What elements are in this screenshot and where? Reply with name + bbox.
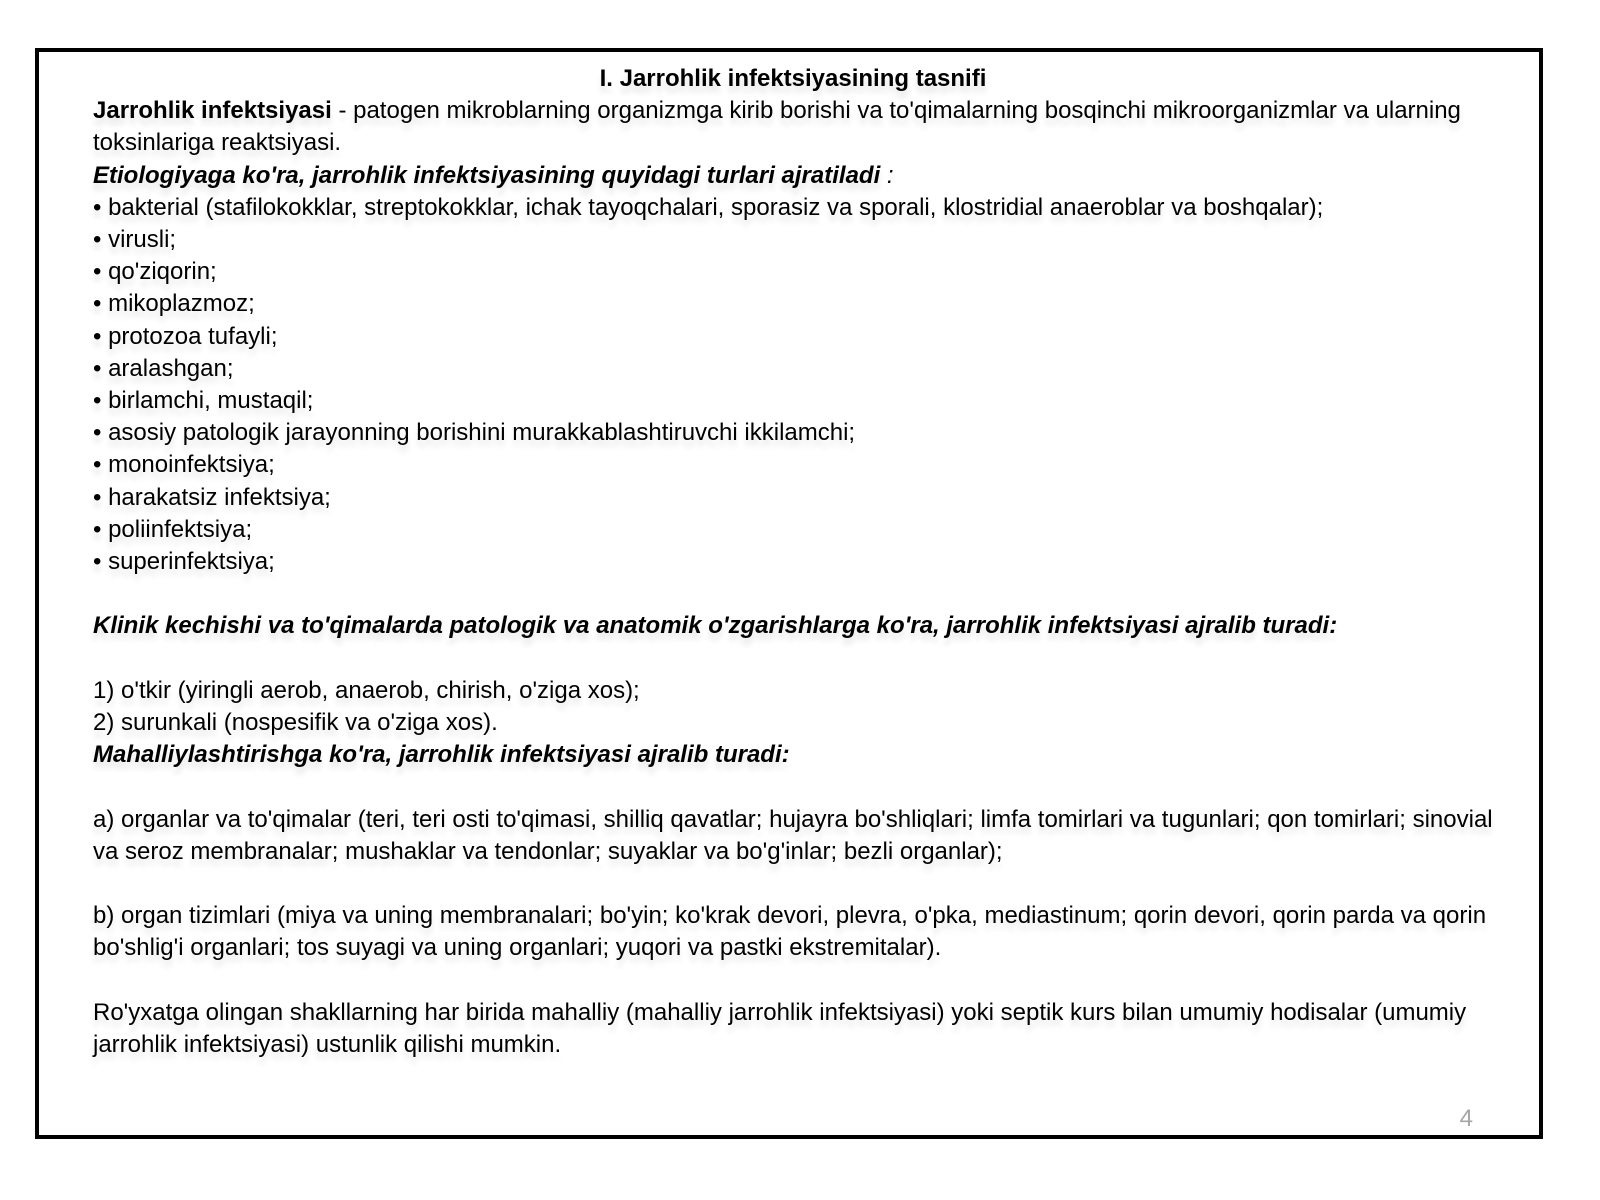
- list-item: • harakatsiz infektsiya;: [93, 483, 331, 511]
- spacer: [93, 771, 1493, 803]
- list-item: • protozoa tufayli;: [93, 322, 278, 350]
- list-item: • qo'ziqorin;: [93, 258, 217, 286]
- localization-heading: Mahalliylashtirishga ko'ra, jarrohlik infektsiyasi ajralib turadi:: [93, 741, 790, 769]
- spacer: [93, 643, 1493, 675]
- localization-item-a: a) organlar va to'qimalar (teri, teri osti to'qimasi, shilliq qavatlar; hujayra bo'shliqlari; limfa tomirlari va tugunlari; qon tomirlari; sinovial va seroz membranalar; mushaklar va tendonlar; suyaklar va bo'g'inlar; bezli organlar);: [93, 805, 1493, 865]
- spacer: [93, 965, 1493, 997]
- localization-item-b: b) organ tizimlari (miya va uning membranalari; bo'yin; ko'krak devori, plevra, o'pka, mediastinum; qorin devori, qorin parda va qorin bo'shlig'i organlari; tos suyagi va uning organlari; yuqori va pastki ekstremitalar).: [93, 902, 1487, 962]
- list-item: • poliinfektsiya;: [93, 515, 253, 543]
- clinical-heading: Klinik kechishi va to'qimalarda patologik va anatomik o'zgarishlarga ko'ra, jarrohlik infektsiyasi ajralib turadi:: [93, 612, 1338, 640]
- list-item: • aralashgan;: [93, 354, 234, 382]
- list-item: 1) o'tkir (yiringli aerob, anaerob, chirish, o'ziga xos);: [93, 676, 640, 704]
- list-item: • monoinfektsiya;: [93, 451, 275, 479]
- slide-content: [93, 63, 1493, 1061]
- list-item: • mikoplazmoz;: [93, 290, 255, 318]
- list-item: • bakterial (stafilokokklar, streptokokklar, ichak tayoqchalari, sporasiz va sporali, klostridial anaeroblar va boshqalar);: [93, 193, 1324, 221]
- list-item: 2) surunkali (nospesifik va o'ziga xos).: [93, 709, 498, 737]
- page-number: 4: [1459, 1105, 1473, 1132]
- etiology-heading-suffix: :: [880, 161, 894, 189]
- definition-paragraph: [93, 95, 1493, 159]
- slide-frame: [35, 48, 1543, 1139]
- list-item: • birlamchi, mustaqil;: [93, 387, 314, 415]
- list-item: • asosiy patologik jarayonning borishini murakkablashtiruvchi ikkilamchi;: [93, 419, 856, 447]
- definition-text: - patogen mikroblarning organizmga kirib borishi va to'qimalarning bosqinchi mikroorganizmlar va ularning toksinlariga reaktsiyasi.: [93, 97, 1461, 157]
- spacer: [93, 868, 1493, 900]
- definition-term: Jarrohlik infektsiyasi: [93, 97, 332, 125]
- list-item: • superinfektsiya;: [93, 548, 275, 576]
- etiology-heading: [93, 160, 1493, 192]
- slide-title: I. Jarrohlik infektsiyasining tasnifi: [599, 65, 987, 92]
- conclusion-paragraph: Ro'yxatga olingan shakllarning har birida mahalliy (mahalliy jarrohlik infektsiyasi) yoki septik kurs bilan umumiy hodisalar (umumiy jarrohlik infektsiyasi) ustunlik qilishi mumkin.: [93, 998, 1467, 1059]
- etiology-heading-text: Etiologiyaga ko'ra, jarrohlik infektsiyasining quyidagi turlari ajratiladi: [93, 161, 881, 189]
- list-item: • virusli;: [93, 226, 177, 254]
- spacer: [93, 578, 1493, 610]
